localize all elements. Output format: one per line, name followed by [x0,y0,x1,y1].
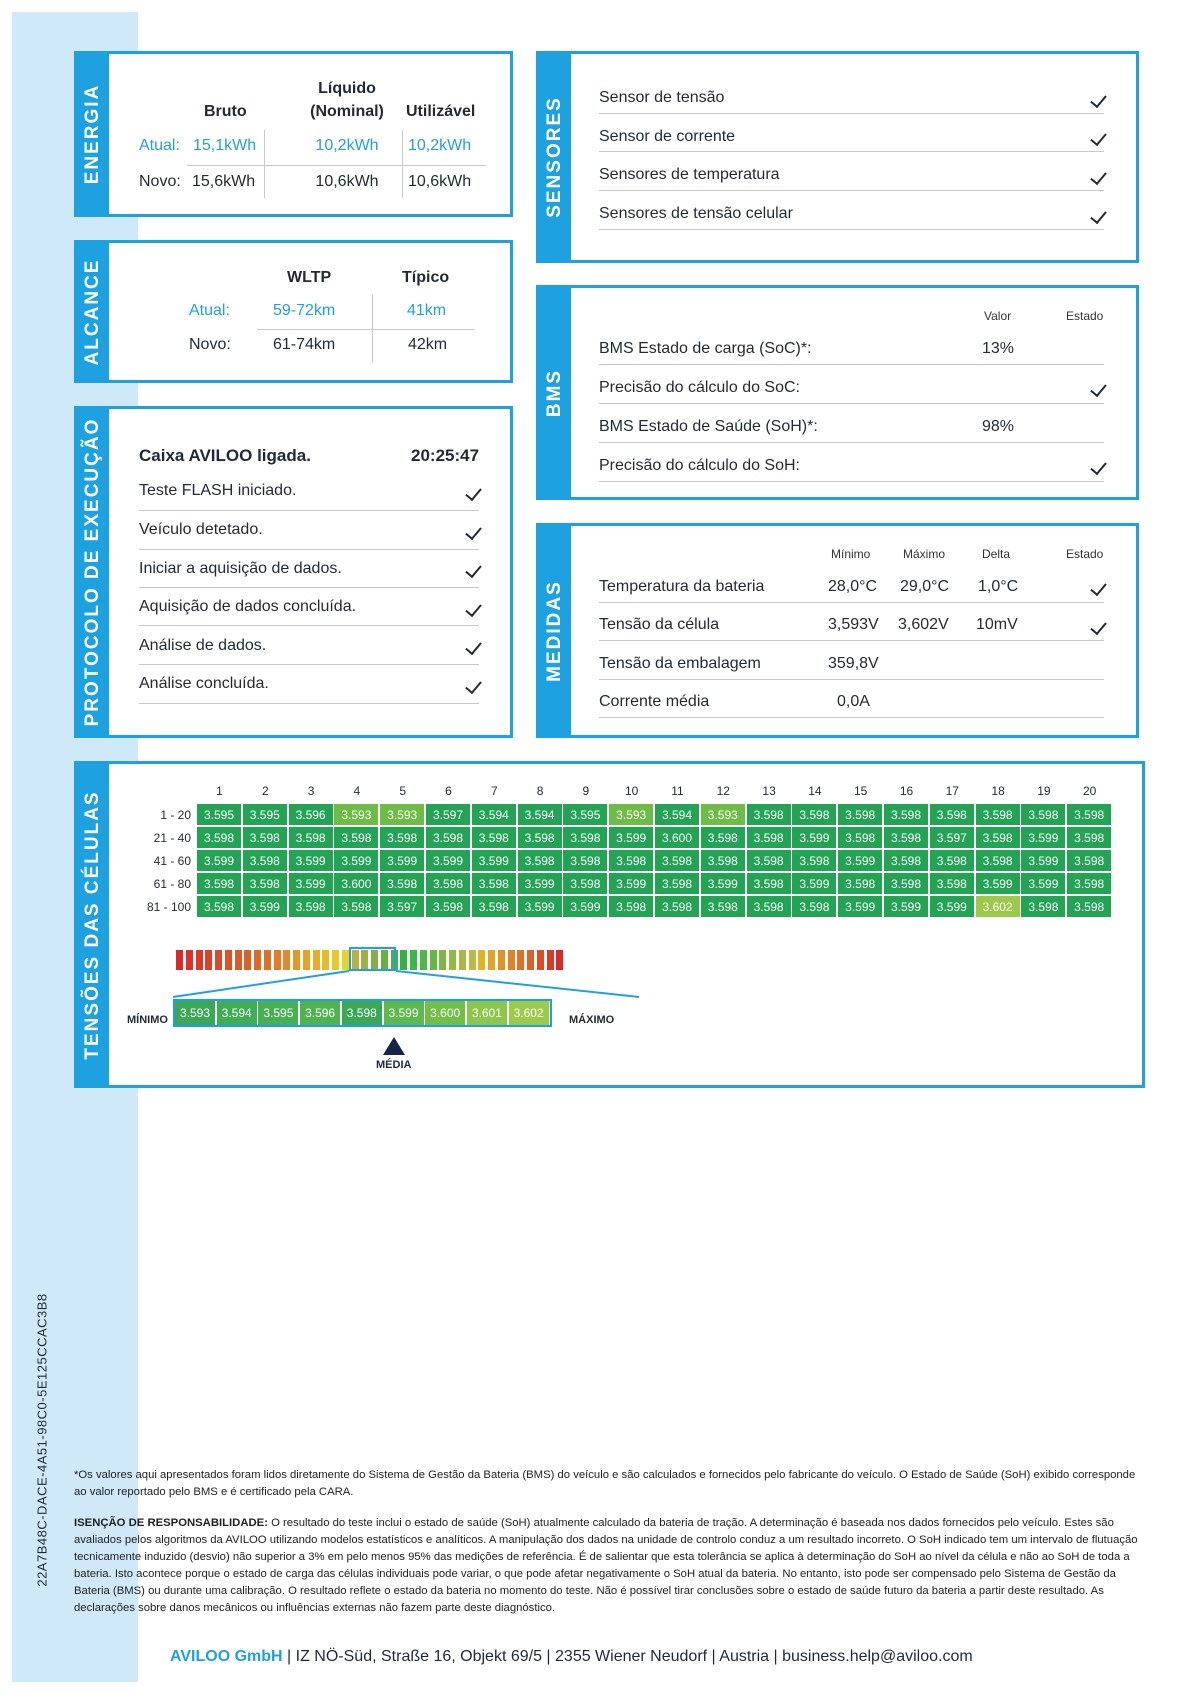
cell-voltage: 3.598 [1067,896,1112,918]
cell-column-header: 16 [899,784,914,798]
cell-voltage: 3.599 [838,896,883,918]
footer-company: AVILOO GmbH [170,1648,283,1665]
protocolo-divider [139,625,479,626]
cell-voltage: 3.599 [792,873,837,895]
bms-divider [599,442,1104,443]
cell-voltage: 3.599 [289,850,334,872]
scale-value: 3.602 [509,1001,550,1025]
cell-voltage: 3.599 [334,850,379,872]
color-scale-segment [313,950,320,970]
cell-voltage: 3.598 [334,896,379,918]
celulas-card [74,761,1145,1088]
alcance-vdivider [372,295,373,363]
color-scale-segment [235,950,242,970]
cell-voltage: 3.593 [334,804,379,826]
color-scale-segment [215,950,222,970]
cell-voltage: 3.599 [701,873,746,895]
alcance-novo-tipico: 42km [408,336,448,353]
scale-value: 3.601 [467,1001,508,1025]
cell-voltage: 3.598 [976,804,1021,826]
medidas-card [536,523,1139,738]
cell-voltage: 3.598 [1067,804,1112,826]
cell-voltage: 3.598 [655,850,700,872]
cell-voltage: 3.598 [930,850,975,872]
cell-voltage: 3.599 [838,850,883,872]
cell-voltage: 3.598 [197,873,242,895]
cell-voltage: 3.598 [426,896,471,918]
color-scale-segment [303,950,310,970]
bms-row-label: BMS Estado de carga (SoC)*: [599,340,812,357]
bms-divider [599,403,1104,404]
cell-voltage: 3.593 [701,804,746,826]
cell-column-header: 4 [353,784,361,798]
cell-voltage: 3.598 [472,873,517,895]
cell-voltage: 3.598 [792,896,837,918]
sensor-divider [599,113,1104,114]
cell-voltage: 3.596 [289,804,334,826]
medidas-divider [599,602,1104,603]
cell-voltage: 3.598 [563,873,608,895]
energia-header-liquido-2: (Nominal) [310,103,384,120]
cell-voltage: 3.598 [289,827,334,849]
cell-column-header: 17 [945,784,959,798]
cell-column-header: 14 [808,784,822,798]
medidas-delta: 1,0°C [978,578,1019,595]
check-icon [1090,458,1107,475]
check-icon [1090,168,1107,185]
bms-divider [599,364,1104,365]
cell-voltage: 3.598 [1021,804,1066,826]
check-icon [465,638,482,655]
cell-voltage: 3.599 [289,873,334,895]
protocolo-heading: Caixa AVILOO ligada. [139,446,311,465]
medidas-row-label: Temperatura da bateria [599,578,765,595]
cell-voltage: 3.599 [930,896,975,918]
color-scale-segment [293,950,300,970]
protocolo-side [77,409,109,735]
scale-value: 3.595 [258,1001,299,1025]
cell-voltage: 3.598 [380,873,425,895]
sensores-title: SENSORES [544,96,565,218]
cell-voltage: 3.598 [243,827,288,849]
cell-voltage: 3.602 [976,896,1021,918]
sensor-item: Sensor de corrente [599,128,736,145]
cell-voltage: 3.598 [838,827,883,849]
cell-voltage: 3.600 [655,827,700,849]
cell-row-header: 41 - 60 [153,854,191,868]
protocolo-divider [139,587,479,588]
scale-value: 3.598 [342,1001,383,1025]
color-scale-segment [205,950,212,970]
medidas-col-maximo: Máximo [903,547,946,561]
color-scale-segment [439,950,446,970]
color-scale-segment [342,950,349,970]
bms-divider [599,481,1104,482]
color-scale-segment [332,950,339,970]
protocolo-item: Veículo detetado. [139,521,263,538]
cell-column-header: 8 [536,784,544,798]
cell-voltage: 3.598 [243,873,288,895]
footer-address: | IZ NÖ-Süd, Straße 16, Objekt 69/5 | 2355 Wiener Neudorf | Austria | business.help@aviloo.com [282,1648,973,1665]
color-scale-segment [244,950,251,970]
medidas-min: 359,8V [828,655,879,672]
cell-column-header: 3 [307,784,315,798]
cell-voltage: 3.599 [426,850,471,872]
scale-value: 3.596 [300,1001,341,1025]
color-scale-segment [225,950,232,970]
check-icon [465,677,482,694]
cell-voltage: 3.598 [838,873,883,895]
medidas-divider [599,679,1104,680]
cell-row-header: 81 - 100 [146,900,191,914]
cell-column-header: 11 [671,784,684,798]
protocolo-item: Iniciar a aquisição de dados. [139,560,342,577]
color-scale-segment [459,950,466,970]
check-icon [1090,129,1107,146]
medidas-row-label: Tensão da embalagem [599,655,761,672]
protocolo-divider [139,549,479,550]
energia-novo-utilizavel: 10,6kWh [408,173,472,190]
voltage-scale-zoom [173,999,552,1027]
bms-soh-value: 98% [982,418,1015,435]
bms-card [536,285,1139,500]
medidas-col-delta: Delta [982,547,1011,561]
alcance-atual-wltp: 59-72km [273,302,336,319]
cell-voltage: 3.593 [609,804,654,826]
cell-voltage: 3.598 [380,827,425,849]
color-scale-segment [508,950,515,970]
cell-voltage: 3.599 [243,896,288,918]
sensor-item: Sensor de tensão [599,89,725,106]
energia-novo-bruto: 15,6kWh [192,173,256,190]
energia-atual-liquido: 10,2kWh [315,137,379,154]
scale-value: 3.599 [384,1001,425,1025]
cell-voltage: 3.599 [380,850,425,872]
disclaimer-heading: ISENÇÃO DE RESPONSABILIDADE: [74,1517,268,1529]
protocolo-divider [139,510,479,511]
cell-voltage: 3.598 [792,850,837,872]
check-icon [1090,91,1107,108]
cell-column-header: 18 [991,784,1005,798]
cell-voltage: 3.598 [609,896,654,918]
cell-voltage: 3.598 [930,804,975,826]
celulas-side [77,764,109,1085]
cell-voltage: 3.599 [792,827,837,849]
color-scale-segment [449,950,456,970]
cell-voltage: 3.599 [518,873,563,895]
sensor-divider [599,229,1104,230]
protocolo-item: Aquisição de dados concluída. [139,598,357,615]
medidas-divider [599,717,1104,718]
bms-soc-value: 13% [982,340,1015,357]
cell-voltage: 3.597 [380,896,425,918]
energia-vdivider-1 [264,130,265,198]
cell-voltage: 3.598 [838,804,883,826]
medidas-min: 3,593V [828,616,879,633]
medidas-max: 29,0°C [900,578,950,595]
sensor-item: Sensores de tensão celular [599,205,793,222]
protocolo-card [74,406,513,738]
energia-title: ENERGIA [82,83,103,185]
cell-voltage: 3.598 [701,896,746,918]
cell-voltage: 3.599 [518,896,563,918]
cell-voltage: 3.595 [563,804,608,826]
footer [170,1648,973,1666]
cell-voltage: 3.598 [563,850,608,872]
energia-vdivider-2 [402,130,403,198]
medidas-col-estado: Estado [1066,547,1104,561]
protocolo-item: Teste FLASH iniciado. [139,482,297,499]
cell-voltage: 3.598 [884,873,929,895]
cell-voltage: 3.599 [1021,827,1066,849]
cell-column-header: 6 [445,784,452,798]
cell-row-header: 21 - 40 [153,831,191,845]
alcance-header-wltp: WLTP [287,269,332,286]
cell-voltage: 3.598 [609,850,654,872]
alcance-atual-tipico: 41km [407,302,447,319]
sensores-side [539,54,571,260]
bms-row-label: BMS Estado de Saúde (SoH)*: [599,418,818,435]
cell-column-header: 2 [261,784,269,798]
cell-voltage: 3.598 [243,850,288,872]
disclaimer-body: O resultado do teste inclui o estado de saúde (SoH) atualmente calculado da bateria de tração. A determinação é baseada nos dados fornecidos pelo veículo. Estes são avaliados pelos algoritmos da AVILOO utilizando modelos estatísticos e analíticos. A manipulação dos dados na unidade de controlo conduz a um resultado incorreto. O SoH indicado tem um intervalo de flutuação tecnicamente induzido (desvio) não superior a 3% em pelo menos 95% das medições de referência. É de salientar que esta tolerância se aplica à determinação do SoH ao nível da célula e não ao SoH de toda a bateria. Isto acontece porque o estado de carga das células individuais pode variar, o que pode afetar negativamente o SoH atual da bateria. No entanto, isto pode ser compensado pelo Sistema de Gestão da Bateria (BMS) ou durante uma calibração. O resultado reflete o estado da bateria no momento do teste. Não é possível tirar conclusões sobre o estado de saúde futuro da bateria a partir deste resultado. As declarações sobre danos mecânicos ou influências externas não fazem parte deste diagnóstico. [74,1517,1138,1614]
protocolo-divider [139,664,479,665]
color-scale-segment [264,950,271,970]
cell-voltage: 3.598 [976,850,1021,872]
color-scale-segment [469,950,476,970]
scale-value: 3.594 [217,1001,258,1025]
medidas-row-label: Corrente média [599,693,710,710]
cell-voltage: 3.599 [563,896,608,918]
alcance-card [74,240,513,383]
cell-voltage: 3.598 [334,827,379,849]
cell-voltage: 3.599 [472,850,517,872]
cell-voltage: 3.598 [563,827,608,849]
alcance-atual-label: Atual: [189,302,230,319]
cell-voltage: 3.597 [426,804,471,826]
energia-divider [187,165,486,166]
cell-voltage: 3.598 [197,896,242,918]
scale-value: 3.600 [425,1001,466,1025]
cell-row-header: 1 - 20 [160,808,191,822]
check-icon [465,561,482,578]
alcance-side [77,243,109,380]
cell-voltage: 3.598 [884,850,929,872]
cell-voltage: 3.598 [884,804,929,826]
cell-voltage: 3.598 [655,873,700,895]
cell-voltage: 3.599 [609,873,654,895]
cell-column-header: 1 [216,784,223,798]
check-icon [465,523,482,540]
cell-column-header: 13 [762,784,776,798]
cell-voltage: 3.598 [747,827,792,849]
protocolo-divider [139,703,479,704]
sensores-card [536,51,1139,263]
disclaimer-note: *Os valores aqui apresentados foram lidos diretamente do Sistema de Gestão da Bateria (BMS) do veículo e são calculados e fornecidos pelo fabricante do veículo. O Estado de Saúde (SoH) exibido corresponde ao valor reportado pelo BMS e é certificado pela CARA. [74,1469,1136,1498]
cell-voltage: 3.598 [426,827,471,849]
energia-novo-liquido: 10,6kWh [315,173,379,190]
medidas-side [539,526,571,735]
bms-side [539,288,571,497]
cell-voltage: 3.598 [472,827,517,849]
disclaimer [74,1515,1144,1617]
protocolo-item: Análise concluída. [139,675,269,692]
cell-voltage: 3.598 [747,850,792,872]
cell-voltage: 3.598 [976,827,1021,849]
cell-voltage: 3.599 [976,873,1021,895]
cell-voltage: 3.598 [197,827,242,849]
alcance-divider [257,329,475,330]
check-icon [1090,618,1107,635]
medidas-row-label: Tensão da célula [599,616,720,633]
alcance-novo-label: Novo: [189,336,231,353]
cell-voltage: 3.598 [747,873,792,895]
color-scale-segment [547,950,554,970]
sensor-divider [599,151,1104,152]
cell-voltage: 3.598 [701,827,746,849]
cell-column-header: 19 [1037,784,1051,798]
protocolo-title: PROTOCOLO DE EXECUÇÃO [82,417,103,727]
cell-voltage: 3.598 [289,896,334,918]
scale-max-label: MÁXIMO [569,1014,615,1026]
color-scale-segment [322,950,329,970]
medidas-divider [599,640,1104,641]
cell-voltage: 3.599 [884,896,929,918]
medidas-delta: 10mV [976,616,1018,633]
cell-voltage: 3.598 [1067,873,1112,895]
protocolo-time: 20:25:47 [411,446,480,465]
color-scale-segment [400,950,407,970]
cell-voltage: 3.594 [472,804,517,826]
energia-novo-label: Novo: [139,173,181,190]
check-icon [1090,380,1107,397]
medidas-title: MEDIDAS [544,579,565,682]
medidas-col-minimo: Mínimo [831,547,871,561]
cell-voltage: 3.598 [426,873,471,895]
cell-voltage: 3.598 [747,804,792,826]
energia-header-liquido-1: Líquido [318,80,376,97]
alcance-title: ALCANCE [82,258,103,365]
cell-voltage: 3.595 [243,804,288,826]
bms-row-label: Precisão do cálculo do SoC: [599,379,800,396]
zoom-lines [167,969,647,999]
cell-column-header: 12 [716,784,730,798]
cell-voltage: 3.598 [1067,850,1112,872]
color-scale-segment [430,950,437,970]
sensor-item: Sensores de temperatura [599,166,780,183]
media-marker-icon [383,1037,405,1055]
bms-row-label: Precisão do cálculo do SoH: [599,457,800,474]
color-scale-segment [176,950,183,970]
color-scale-segment [196,950,203,970]
cell-column-header: 20 [1083,784,1097,798]
sensor-divider [599,190,1104,191]
document-id: 22A7B48C-DACE-4A51-98C0-5E125CCAC3B8 [34,1293,50,1587]
color-scale-segment [274,950,281,970]
scale-zoom-marker [349,947,396,971]
color-scale-segment [254,950,261,970]
bms-title: BMS [544,368,565,417]
color-scale-segment [556,950,563,970]
energia-atual-label: Atual: [139,137,180,154]
color-scale-segment [186,950,193,970]
energia-header-utilizavel: Utilizável [406,103,476,120]
check-icon [1090,579,1107,596]
color-scale-segment [488,950,495,970]
cell-voltage: 3.597 [930,827,975,849]
energia-card [74,51,513,217]
color-scale-segment [283,950,290,970]
check-icon [465,600,482,617]
color-scale-segment [420,950,427,970]
cell-voltage: 3.598 [518,827,563,849]
energia-side [77,54,109,214]
cell-column-header: 10 [625,784,639,798]
color-scale-segment [498,950,505,970]
cell-voltage: 3.598 [701,850,746,872]
cell-voltage: 3.598 [472,896,517,918]
cell-voltage: 3.598 [1067,827,1112,849]
energia-atual-utilizavel: 10,2kWh [408,137,472,154]
cell-voltage: 3.595 [197,804,242,826]
cell-voltage: 3.598 [1021,896,1066,918]
energia-header-bruto: Bruto [204,103,247,120]
color-scale-segment [478,950,485,970]
check-icon [465,484,482,501]
scale-avg-label: MÉDIA [376,1059,412,1071]
medidas-min: 28,0°C [828,578,878,595]
alcance-header-tipico: Típico [402,269,450,286]
cell-column-header: 9 [582,784,590,798]
cell-voltage: 3.598 [655,896,700,918]
energia-atual-bruto: 15,1kWh [193,137,257,154]
color-scale-segment [527,950,534,970]
color-scale-segment [537,950,544,970]
color-scale-segment [517,950,524,970]
protocolo-item: Análise de dados. [139,637,267,654]
cell-voltage: 3.598 [930,873,975,895]
color-scale-segment [410,950,417,970]
cell-voltage: 3.593 [380,804,425,826]
cell-column-header: 5 [399,784,407,798]
bms-col-valor: Valor [984,309,1012,323]
medidas-min: 0,0A [837,693,870,710]
cell-voltage: 3.599 [1021,850,1066,872]
check-icon [1090,207,1107,224]
cell-voltage: 3.598 [747,896,792,918]
celulas-title: TENSÕES DAS CÉLULAS [82,789,103,1060]
cell-voltage: 3.599 [609,827,654,849]
scale-value: 3.593 [175,1001,216,1025]
cell-voltage: 3.600 [334,873,379,895]
alcance-novo-wltp: 61-74km [273,336,336,353]
cell-voltage: 3.594 [518,804,563,826]
cell-row-header: 61 - 80 [153,877,191,891]
cell-voltage: 3.599 [1021,873,1066,895]
cell-column-header: 15 [854,784,868,798]
scale-min-label: MÍNIMO [127,1014,168,1026]
bms-col-estado: Estado [1066,309,1104,323]
cell-column-header: 7 [490,784,498,798]
cell-voltage: 3.598 [518,850,563,872]
cell-voltage: 3.594 [655,804,700,826]
medidas-max: 3,602V [898,616,949,633]
cell-voltage: 3.598 [884,827,929,849]
cell-voltage: 3.598 [792,804,837,826]
cell-voltage: 3.599 [197,850,242,872]
